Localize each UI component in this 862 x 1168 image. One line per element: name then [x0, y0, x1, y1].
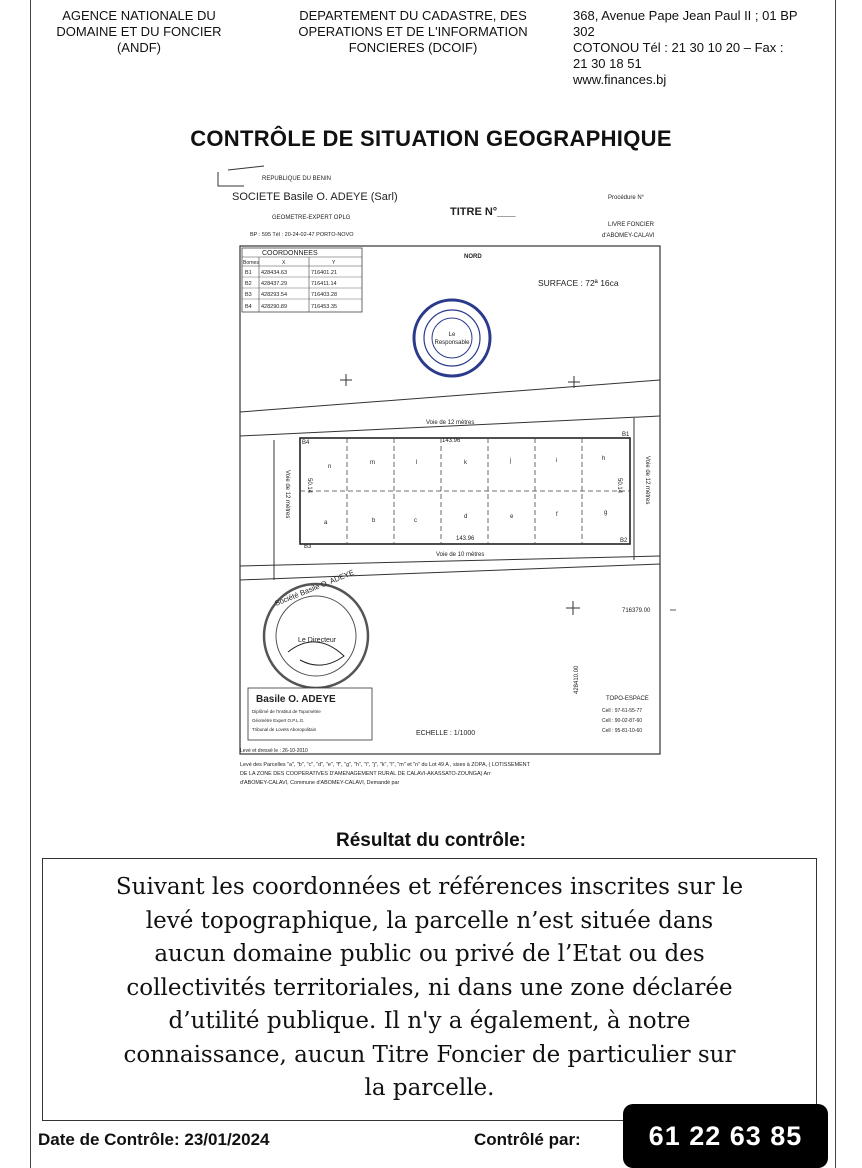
north-label: NORD	[464, 254, 482, 260]
surveyor-title: Géomètre Expert O.P.L.G.	[252, 718, 305, 723]
coord-cell: 428434.63	[261, 270, 287, 276]
result-line: Suivant les coordonnées et références inscrites sur le	[115, 874, 744, 900]
header-agency-line: AGENCE NATIONALE DU	[62, 8, 216, 23]
road-label-left: Voie de 12 mètres	[284, 470, 290, 519]
coord-header: Y	[332, 260, 336, 266]
survey-description: DE LA ZONE DES COOPERATIVES D'AMENAGEMENT RURAL DE CALAVI-AKASSATO-ZOUNGA) Arr	[240, 771, 491, 777]
lot-labels-bottom	[324, 510, 607, 526]
road-edge	[240, 564, 660, 580]
length-left: 50.14	[306, 478, 312, 494]
header-address-line: 302	[573, 24, 595, 39]
seal-text: Société Basile O. ADEYE	[273, 567, 356, 608]
corner-label: B3	[304, 544, 312, 550]
cell-number: Cell : 95-81-10-60	[602, 728, 643, 734]
lot-label: j	[510, 458, 512, 464]
cell-number: Cell : 90-02-87-60	[602, 718, 643, 724]
coord-cell: B4	[245, 304, 252, 310]
coord-cell: B1	[245, 270, 252, 276]
length-top: 143.96	[442, 438, 461, 444]
topo-espace: TOPO-ESPACE	[606, 696, 649, 702]
stamp-label: Le	[448, 332, 456, 338]
coord-header: X	[282, 260, 286, 266]
coord-cell: 428293.54	[261, 292, 287, 298]
coord-cell: B3	[245, 292, 252, 298]
header-address-line: 368, Avenue Pape Jean Paul II ; 01 BP	[573, 8, 798, 23]
road-label-bottom: Voie de 10 mètres	[436, 552, 485, 558]
corner-label: B4	[302, 440, 310, 446]
seal-signature	[288, 642, 344, 665]
header-address-line: COTONOU Tél : 21 30 10 20 – Fax :	[573, 40, 784, 55]
survey-description: Levé des Parcelles "a", "b", "c", "d", "e", "f", "g", "h", "i", "j", "k", "l", "m" et "n" du Lot 49 A , sises à ZOPA, ( LOTISSEMENT	[240, 762, 530, 768]
company-address: BP : 595 Tél : 20-24-02-47 PORTO-NOVO	[250, 232, 354, 238]
result-line: aucun domaine public ou privé de l’Etat ou des	[154, 941, 705, 967]
coord-cell: 428290.89	[261, 304, 287, 310]
header-agency-line: (ANDF)	[116, 40, 162, 55]
road-edge	[240, 380, 660, 412]
surveyor-title: Diplômé de l'Institut de Topométrie	[252, 709, 321, 714]
lot-label: i	[556, 458, 558, 464]
coord-cell: 716403.28	[311, 292, 337, 298]
grid-y-label: 716379.00	[622, 608, 651, 614]
result-line: connaissance, aucun Titre Foncier de particulier sur	[123, 1041, 736, 1068]
coord-title: COORDONNEES	[262, 250, 318, 257]
survey-description: d'ABOMEY-CALAVI, Commune d'ABOMEY-CALAVI, Demandé par	[240, 780, 400, 786]
road-label-right: Voie de 12 mètres	[644, 456, 650, 505]
survey-date: Levé et dressé le : 26-10-2010	[240, 748, 308, 754]
coordinates-table	[242, 248, 362, 312]
coord-cell: B2	[245, 281, 252, 287]
lot-label: n	[328, 464, 332, 470]
signature-mark	[218, 166, 264, 186]
grid-x-label: 428410.00	[574, 665, 580, 694]
coord-cell: 428437.29	[261, 281, 287, 287]
coord-cell: 716411.14	[311, 281, 337, 287]
company-seal	[264, 568, 368, 688]
header-agency	[44, 8, 234, 56]
coord-cell: 716453.35	[311, 304, 337, 310]
lot-label: b	[372, 518, 376, 524]
livre-foncier-place: d'ABOMEY-CALAVI	[602, 233, 655, 239]
cell-number: Cell : 97-61-55-77	[602, 708, 643, 714]
header-agency-line: DOMAINE ET DU FONCIER	[56, 24, 222, 39]
scale-label: ECHELLE : 1/1000	[416, 730, 476, 737]
surveyor-name: Basile O. ADEYE	[256, 694, 336, 705]
stamp-label: Responsable	[434, 340, 470, 346]
corner-label: B2	[620, 538, 628, 544]
livre-foncier: LIVRE FONCIER	[608, 222, 655, 228]
phone-number-overlay: 61 22 63 85	[623, 1104, 828, 1168]
lot-label: m	[370, 460, 375, 466]
lot-label: h	[602, 456, 606, 462]
profession-label: GEOMETRE-EXPERT OPLG	[272, 215, 351, 221]
lot-label: c	[414, 518, 417, 524]
republic-label: REPUBLIQUE DU BENIN	[262, 176, 332, 182]
result-line: collectivités territoriales, ni dans une zone déclarée	[126, 974, 733, 1001]
result-box	[42, 858, 817, 1121]
surface-label: SURFACE : 72ª 16ca	[538, 278, 619, 288]
page-title: CONTRÔLE DE SITUATION GEOGRAPHIQUE	[190, 126, 672, 151]
survey-cross	[340, 374, 352, 386]
header-address-line: 21 30 18 51	[573, 56, 642, 71]
lot-label: e	[510, 514, 514, 520]
length-bottom: 143.96	[456, 536, 475, 542]
company-name: SOCIETE Basile O. ADEYE (Sarl)	[232, 191, 398, 203]
survey-cross	[566, 601, 580, 615]
control-date: Date de Contrôle: 23/01/2024	[38, 1130, 270, 1149]
lot-label: k	[464, 460, 467, 466]
procedure-label: Procédure N°	[608, 195, 645, 201]
survey-plan	[204, 160, 694, 800]
header-website[interactable]: www.finances.bj	[573, 72, 667, 87]
road-label-top: Voie de 12 mètres	[426, 420, 475, 426]
result-title: Résultat du contrôle:	[335, 830, 526, 851]
coord-cell: 716401.21	[311, 270, 337, 276]
road-edge	[240, 416, 660, 436]
titre-number: TITRE N°___	[450, 206, 516, 218]
responsible-stamp	[414, 300, 490, 376]
result-line: levé topographique, la parcelle n’est située dans	[145, 907, 714, 934]
header-department-line: DEPARTEMENT DU CADASTRE, DES	[299, 8, 527, 23]
lot-label: g	[604, 510, 608, 516]
lot-label: f	[556, 512, 558, 518]
seal-text: Le Directeur	[298, 637, 337, 644]
lot-label: a	[324, 520, 328, 526]
header-address	[573, 8, 823, 88]
controlled-by: Contrôlé par:	[474, 1130, 581, 1149]
surveyor-title: Tribunal de Lovets Aboropolitain	[252, 727, 317, 732]
lot-labels-top	[328, 456, 605, 470]
header-department-line: OPERATIONS ET DE L'INFORMATION	[298, 24, 528, 39]
lot-label: d	[464, 514, 468, 520]
coord-header: Bornes	[243, 260, 259, 266]
lot-label: l	[416, 460, 418, 466]
header-department	[282, 8, 544, 56]
corner-label: B1	[622, 432, 630, 438]
result-line: la parcelle.	[364, 1075, 495, 1101]
header-department-line: FONCIERES (DCOIF)	[348, 40, 478, 55]
result-line: d’utilité publique. Il n'y a également, à notre	[168, 1008, 691, 1034]
length-right: 50.14	[616, 478, 622, 494]
